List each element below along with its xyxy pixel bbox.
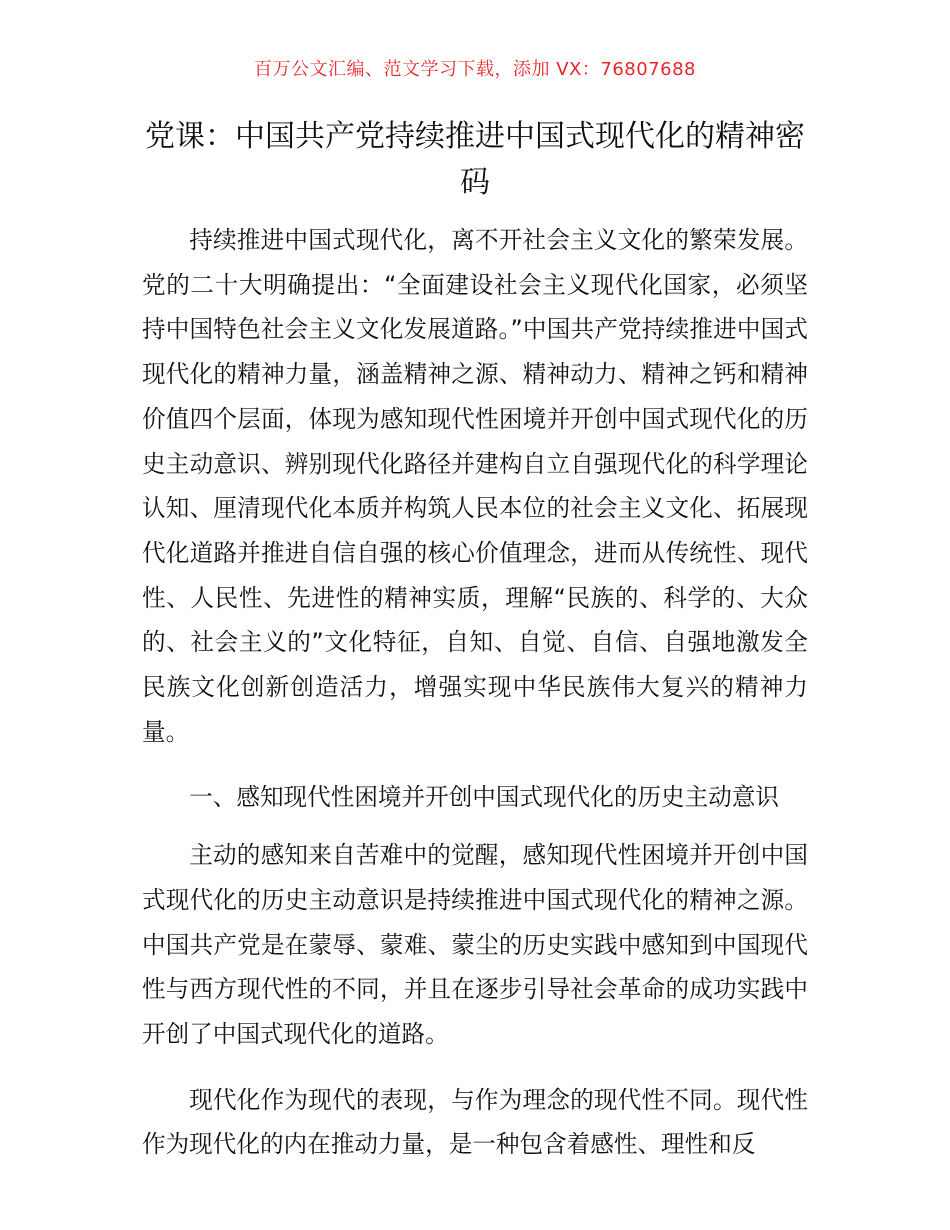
- document-body: [142, 218, 808, 1188]
- body-paragraph: 主动的感知来自苦难中的觉醒，感知现代性困境并开创中国式现代化的历史主动意识是持续推进中国式现代化的精神之源。中国共产党是在蒙辱、蒙难、蒙尘的历史实践中感知到中国现代性与西方现代性的不同，并且在逐步引导社会革命的成功实践中开创了中国式现代化的道路。: [142, 841, 808, 1048]
- intro-paragraph: 持续推进中国式现代化，离不开社会主义文化的繁荣发展。党的二十大明确提出：“全面建设社会主义现代化国家，必须坚持中国特色社会主义文化发展道路。”中国共产党持续推进中国式现代化的精神力量，涵盖精神之源、精神动力、精神之钙和精神价值四个层面，体现为感知现代性困境并开创中国式现代化的历史主动意识、辨别现代化路径并建构自立自强现代化的科学理论认知、厘清现代化本质并构筑人民本位的社会主义文化、拓展现代化道路并推进自信自强的核心价值理念，进而从传统性、现代性、人民性、先进性的精神实质，理解“民族的、科学的、大众的、社会主义的”文化特征，自知、自觉、自信、自强地激发全民族文化创新创造活力，增强实现中华民族伟大复兴的精神力量。: [142, 226, 808, 746]
- section-heading-1: 一、感知现代性困境并开创中国式现代化的历史主动意识: [189, 783, 780, 812]
- body-paragraph: 现代化作为现代的表现，与作为理念的现代性不同。现代性作为现代化的内在推动力量，是一种包含着感性、理性和反: [142, 1085, 808, 1159]
- promo-banner-text: 百万公文汇编、范文学习下载，添加 VX：76807688: [254, 59, 696, 80]
- document-title: 党课：中国共产党持续推进中国式现代化的精神密码: [145, 119, 805, 200]
